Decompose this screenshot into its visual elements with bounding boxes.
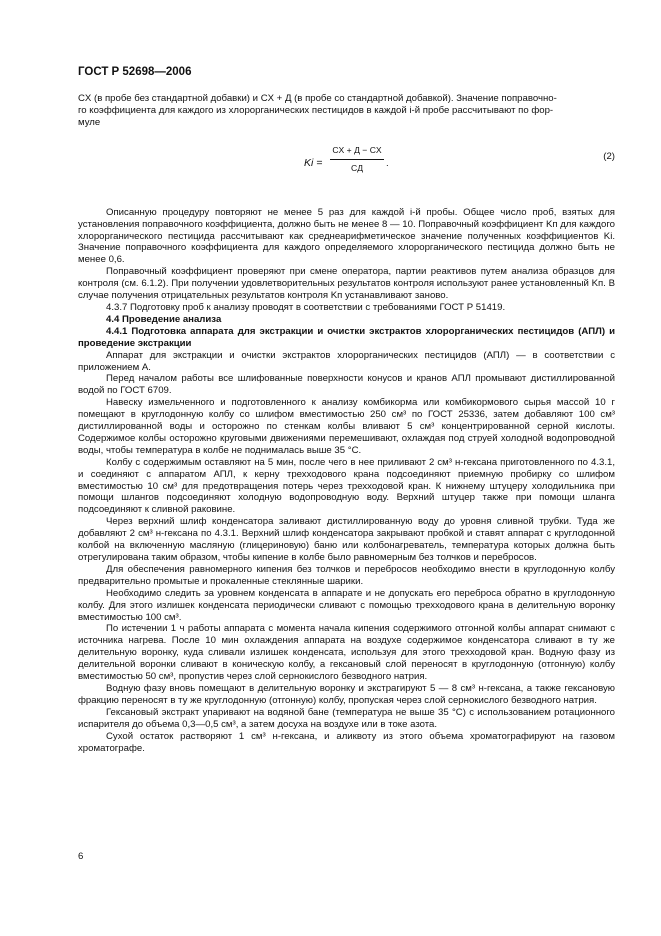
intro-line-1: CХ (в пробе без стандартной добавки) и CХ + Д (в пробе со стандартной добавкой). Значение поправочно- — [78, 93, 557, 104]
paragraph-residue: Сухой остаток растворяют 1 см³ н-гексана, и аликвоту из этого объема хроматографируют на газовом хроматографе. — [78, 730, 615, 754]
page-body — [78, 93, 615, 754]
paragraph-boiling: Для обеспечения равномерного кипения без толчков и перебросов необходимо внести в круглодонную колбу предварительно промытые и прокаленные стеклянные шарики. — [78, 563, 615, 587]
paragraph-4-3-7: 4.3.7 Подготовку проб к анализу проводят в соответствии с требованиями ГОСТ Р 51419. — [106, 301, 506, 313]
paragraph-check: Поправочный коэффициент проверяют при смене оператора, партии реактивов путем анализа образцов для контроля (см. 6.1.2). При получении удовлетворительных результатов контроля используют ранее установленный Kп. В случае получения отрицательных результатов контроля Kп устанавливают заново. — [78, 266, 615, 302]
formula-number: (2) — [603, 150, 615, 162]
paragraph-procedure: Описанную процедуру повторяют не менее 5 раз для каждой i-й пробы. Общее число проб, взятых для установления поправочного коэффициента, должно быть не менее 8 — 10. Поправочный коэффициент Kп для каждого хлорорганического пестицида рассчитывают как среднеарифметическое значение полученных коэффициентов Ki. Значение поправочного коэффициента для каждого определяемого хлорорганического пестицида должно быть не менее 0,6. — [78, 206, 615, 266]
heading-4-4: 4.4 Проведение анализа — [106, 313, 222, 325]
paragraph-after-hour: По истечении 1 ч работы аппарата с момента начала кипения содержимого отгонной колбы аппарат снимают с источника нагрева. После 10 мин охлаждения аппарата на воздухе содержимое конденсатора сливают в ту же делительную воронку, куда сливали излишек конденсата, используя для этого трехходовой кран. Водную фазу из делительной воронки сливают в коническую колбу, а гексановый слой переносят в круглодонную (отгонную) колбу вместимостью 50 см³, пропустив через слой сернокислого безводного натрия. — [78, 623, 615, 683]
formula-2 — [78, 129, 615, 191]
heading-4-4-1: 4.4.1 Подготовка аппарата для экстракции и очистки экстрактов хлорорганических пестицидов (АПЛ) и проведение экстракции — [78, 325, 615, 349]
paragraph-washing: Перед началом работы все шлифованные поверхности конусов и кранов АПЛ промывают дистиллированной водой по ГОСТ 6709. — [78, 373, 615, 397]
paragraph-water-phase: Водную фазу вновь помещают в делительную воронку и экстрагируют 5 — 8 см³ н-гексана, а также гексановую фракцию переносят в ту же круглодонную (отгонную) колбу, пропуская через слой сернокислого безводного натрия. — [78, 682, 615, 706]
formula-tail: . — [386, 157, 389, 169]
intro-line-2: го коэффициента для каждого из хлорорганических пестицидов в каждой i-й пробе рассчитывают по фор- — [78, 104, 554, 116]
formula-lhs: Ki = — [304, 156, 323, 169]
document-header: ГОСТ Р 52698—2006 — [78, 66, 192, 78]
intro-line-3: муле — [78, 116, 101, 128]
paragraph-level: Необходимо следить за уровнем конденсата в аппарате и не допускать его переброса обратно в круглодонную колбу. Для этого излишек конденсата периодически сливают с помощью трехходового крана в делительную воронку вместимостью 100 см³. — [78, 587, 615, 623]
formula-denominator: CД — [350, 162, 364, 173]
formula-fraction — [330, 145, 384, 175]
paragraph-condenser: Через верхний шлиф конденсатора заливают дистиллированную воду до уровня сливной трубки. Туда же добавляют 2 см³ н-гексана по 4.3.1. Верхний шлиф конденсатора закрывают пробкой и ставят аппарат с круглодонной колбой на включенную масляную (глицериновую) баню или колбонагреватель, температура которых должна быть отрегулирована таким образом, чтобы кипение в колбе было равномерным без толчков и перебросов. — [78, 516, 615, 563]
paragraph-evaporation: Гексановый экстракт упаривают на водяной бане (температура не выше 35 °С) с использованием ротационного испарителя до объема 0,3—0,5 см³, а затем досуха на воздухе или в токе азота. — [78, 706, 615, 730]
formula-numerator: CХ + Д − CХ — [330, 145, 384, 160]
paragraph-sample: Навеску измельченного и подготовленного к анализу комбикорма или комбикормового сырья массой 10 г помещают в круглодонную колбу со шлифом вместимостью 250 см³ по ГОСТ 25336, затем добавляют 100 см³ дистиллированной воды и осторожно по стенкам колбы вливают 5 см³ концентрированной серной кислоты. Содержимое колбы осторожно круговыми движениями перемешивают, охлаждая под струей холодной водопроводной воды, чтобы температура в колбе не поднималась выше 35 °С. — [78, 397, 615, 456]
paragraph-flask: Колбу с содержимым оставляют на 5 мин, после чего в нее приливают 2 см³ н-гексана приготовленного по 4.3.1, и соединяют с аппаратом АПЛ, к керну трехходового крана подсоединяют приемную пробирку со шлифом вместимостью 10 см³ для предотвращения потерь через трехходовой кран. К нижнему штуцеру холодильника при помощи шлангов подсоединяют холодную водопроводную воду. Верхний штуцер также при помощи шланга подсоединяют к сливной раковине. — [78, 456, 615, 516]
page-number: 6 — [78, 851, 84, 862]
paragraph-apparatus: Аппарат для экстракции и очистки экстрактов хлорорганических пестицидов (АПЛ) — в соответствии с приложением А. — [78, 349, 615, 373]
